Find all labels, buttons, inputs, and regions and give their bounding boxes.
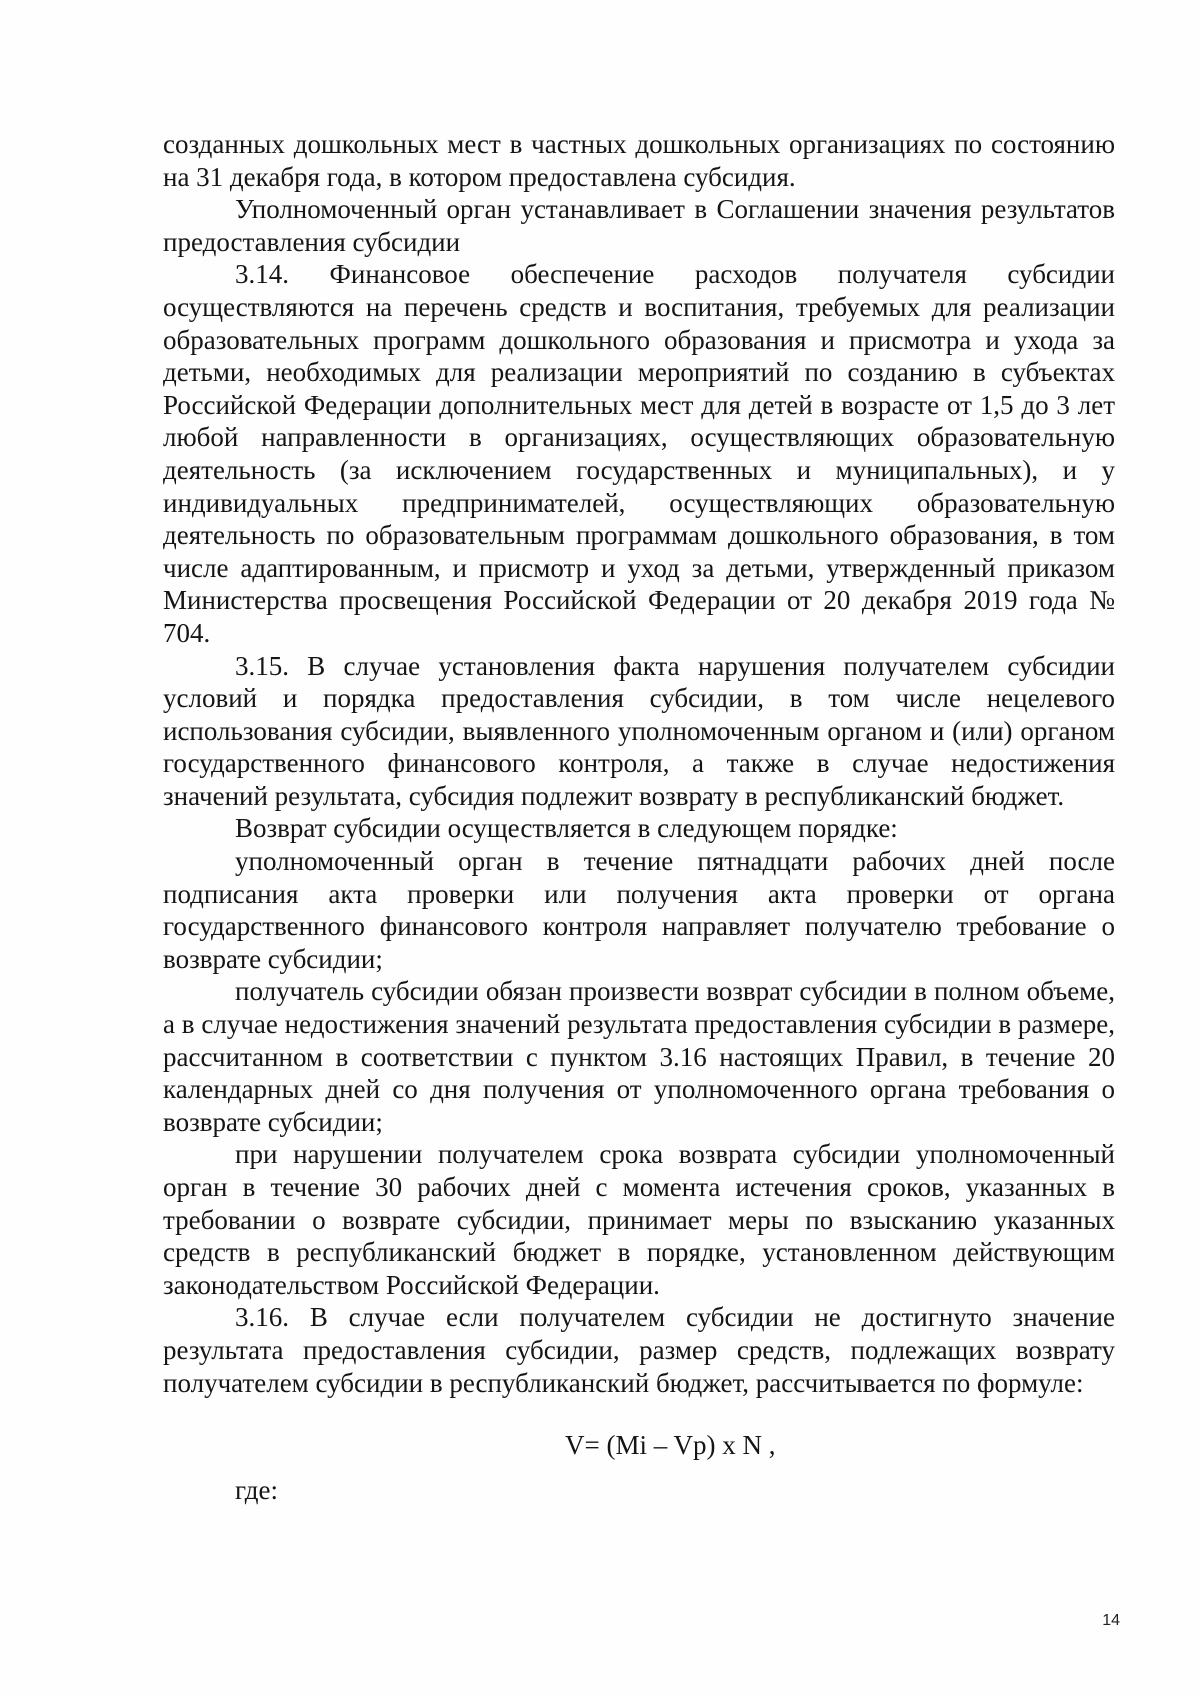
paragraph-3-16: 3.16. В случае если получателем субсидии не достигнуто значение результата предоставления субсидии, размер средств, подлежащих возврату получателем субсидии в республиканский бюджет, рассчитывается по формуле: <box>163 1302 1115 1398</box>
formula-where-label: где: <box>235 1474 278 1505</box>
document-body <box>163 128 1115 1506</box>
paragraph-authority-demand: уполномоченный орган в течение пятнадцати рабочих дней после подписания акта проверки или получения акта проверки от органа государственного финансового контроля направляет получателю требование о возврате субсидии; <box>163 846 1115 974</box>
return-formula: V= (Mi – Vp) x N , <box>565 1430 776 1461</box>
paragraph-places-status: созданных дошкольных мест в частных дошкольных организациях по состоянию на 31 декабря года, в котором предоставлена субсидия. <box>163 129 1115 192</box>
paragraph-recovery-measures: при нарушении получателем срока возврата субсидии уполномоченный орган в течение 30 рабочих дней с момента истечения сроков, указанных в требовании о возврате субсидии, принимает меры по взысканию указанных средств в республиканский бюджет в порядке, установленном действующим законодательством Российской Федерации. <box>163 1139 1115 1300</box>
page-number: 14 <box>1102 1612 1120 1629</box>
paragraph-recipient-return: получатель субсидии обязан произвести возврат субсидии в полном объеме, а в случае недостижения значений результата предоставления субсидии в размере, рассчитанном в соответствии с пунктом 3.16 настоящих Правил, в течение 20 календарных дней со дня получения от уполномоченного органа требования о возврате субсидии; <box>163 976 1115 1137</box>
paragraph-return-procedure: Возврат субсидии осуществляется в следующем порядке: <box>235 813 898 844</box>
paragraph-3-15: 3.15. В случае установления факта нарушения получателем субсидии условий и порядка предоставления субсидии, в том числе нецелевого использования субсидии, выявленного уполномоченным органом и (или) органом государственного финансового контроля, а также в случае недостижения значений результата, субсидия подлежит возврату в республиканский бюджет. <box>163 650 1115 811</box>
paragraph-results-values: Уполномоченный орган устанавливает в Соглашении значения результатов предоставления субсидии <box>163 194 1115 257</box>
paragraph-3-14: 3.14. Финансовое обеспечение расходов получателя субсидии осуществляются на перечень средств и воспитания, требуемых для реализации образовательных программ дошкольного образования и присмотра и ухода за детьми, необходимых для реализации мероприятий по созданию в субъектах Российской Федерации дополнительных мест для детей в возрасте от 1,5 до 3 лет любой направленности в организациях, осуществляющих образовательную деятельность (за исключением государственных и муниципальных), и у индивидуальных предпринимателей, осуществляющих образовательную деятельность по образовательным программам дошкольного образования, в том числе адаптированным, и присмотр и уход за детьми, утвержденный приказом Министерства просвещения Российской Федерации от 20 декабря 2019 года № 704. <box>163 259 1115 648</box>
